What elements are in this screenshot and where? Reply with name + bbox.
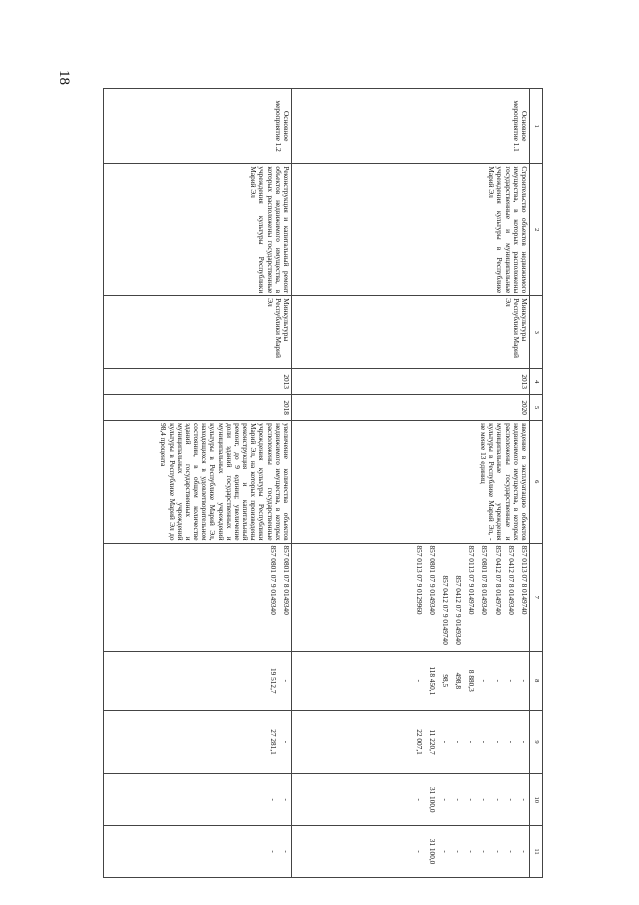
header-row (530, 89, 543, 878)
value: - (480, 740, 490, 744)
value-col8-cell (292, 651, 530, 710)
table-row (292, 89, 530, 878)
value: - (414, 679, 424, 683)
value: - (268, 850, 278, 853)
responsible-executor: Минкультуры Республики Марий Эл (104, 296, 292, 369)
value: - (414, 798, 424, 801)
data-table (103, 88, 543, 878)
value: 118 450,1 (427, 666, 437, 696)
budget-code-cell (104, 543, 292, 651)
value: 22 007,1 (414, 729, 424, 755)
value-col8-cell (104, 651, 292, 710)
value: - (493, 740, 503, 744)
value-col9-cell (104, 710, 292, 774)
value: - (467, 798, 477, 801)
value: - (506, 850, 516, 853)
activity-number: Основное мероприятие 1.2 (104, 89, 292, 164)
value: - (467, 740, 477, 744)
value: - (520, 798, 529, 801)
value: - (520, 850, 529, 853)
value: - (520, 679, 529, 683)
value: - (480, 850, 490, 853)
value: - (282, 740, 291, 744)
value: - (506, 679, 516, 683)
budget-code: 857 0412 07 8 0149740 (493, 545, 503, 615)
value-col10-cell (292, 774, 530, 826)
activity-name: Строительство объектов недвижимого имущества, в которых расположены государственные и муниципальные учреждения культуры в Республике Марий Эл (292, 164, 530, 296)
budget-code: 857 0412 07 8 0149340 (506, 545, 516, 615)
value: - (282, 850, 291, 853)
value: - (520, 740, 529, 744)
value: - (454, 798, 464, 801)
value: 11 220,7 (427, 729, 437, 755)
value: 98,5 (440, 674, 450, 688)
header-cell: 9 (530, 710, 543, 774)
value: - (282, 679, 291, 683)
value: - (454, 740, 464, 744)
value: - (268, 798, 278, 801)
header-cell: 1 (530, 89, 543, 164)
start-year: 2013 (104, 369, 292, 395)
value: - (454, 850, 464, 853)
rotated-table-container (103, 88, 543, 878)
header-cell: 7 (530, 543, 543, 651)
value: - (414, 850, 424, 853)
budget-code: 857 0113 07 9 0149740 (467, 545, 477, 615)
value: - (506, 740, 516, 744)
value: 8 880,3 (467, 669, 477, 692)
value: - (493, 679, 503, 683)
start-year: 2013 (292, 369, 530, 395)
value: - (480, 798, 490, 801)
value-col10-cell (104, 774, 292, 826)
value: - (493, 850, 503, 853)
value-col9-cell (292, 710, 530, 774)
value: - (440, 850, 450, 853)
header-cell: 10 (530, 774, 543, 826)
value: 498,8 (454, 672, 464, 689)
budget-code: 857 0801 07 9 0149340 (268, 545, 278, 615)
budget-code: 857 0801 07 8 0149340 (282, 545, 291, 615)
value: 31 100,0 (427, 838, 437, 865)
value: - (493, 798, 503, 801)
header-cell: 2 (530, 164, 543, 296)
expected-result: увеличение количества объектов недвижимого имущества, в которых расположены государственные учреждения культуры Республики Марий Эл, на которых произведены реконструкция и капитальный ремонт, до 9 единиц; увеличение доли зданий государственных и муниципальных учреждений культуры в Республике Марий Эл, находящихся в удовлетворительном состоянии, в общем количестве зданий государственных и муниципальных учреждений культуры в Республике Марий Эл до 98,4 процента (104, 421, 292, 543)
responsible-executor: Минкультуры Республики Марий Эл (292, 296, 530, 369)
budget-code: 857 0113 07 9 0129960 (414, 545, 424, 615)
budget-code: 857 0801 07 9 0149340 (427, 545, 437, 615)
header-cell: 3 (530, 296, 543, 369)
value: 27 281,1 (268, 729, 278, 755)
value: 31 100,0 (427, 786, 437, 813)
value: - (467, 850, 477, 853)
page-number: 18 (56, 70, 72, 85)
value-col11-cell (292, 826, 530, 878)
value: - (282, 798, 291, 801)
budget-code: 857 0801 07 8 0149340 (480, 545, 490, 615)
value: 19 512,7 (268, 668, 278, 694)
header-cell: 8 (530, 651, 543, 710)
header-cell: 4 (530, 369, 543, 395)
header-cell: 6 (530, 421, 543, 543)
value-col11-cell (104, 826, 292, 878)
value: - (480, 679, 490, 683)
value: - (506, 798, 516, 801)
activity-name: Реконструкция и капитальный ремонт объектов недвижимого имущества, в которых расположены государственные учреждения культуры Республики Марий Эл (104, 164, 292, 296)
budget-code: 857 0412 07 9 0149340 (454, 575, 464, 645)
header-cell: 5 (530, 395, 543, 421)
expected-result: введение в эксплуатацию объектов недвижимого имущества, в которых расположены государственные и муниципальные учреждения культуры в Республике Марий Эл, - не менее 13 единиц (292, 421, 530, 543)
end-year: 2020 (292, 395, 530, 421)
header-cell: 11 (530, 826, 543, 878)
value: - (440, 740, 450, 744)
budget-code-cell (292, 543, 530, 651)
budget-code: 857 0412 07 9 0149740 (440, 575, 450, 645)
budget-code: 857 0113 07 8 0149740 (520, 545, 529, 615)
activity-number: Основное мероприятие 1.1 (292, 89, 530, 164)
end-year: 2018 (104, 395, 292, 421)
table-row (104, 89, 292, 878)
value: - (440, 798, 450, 801)
